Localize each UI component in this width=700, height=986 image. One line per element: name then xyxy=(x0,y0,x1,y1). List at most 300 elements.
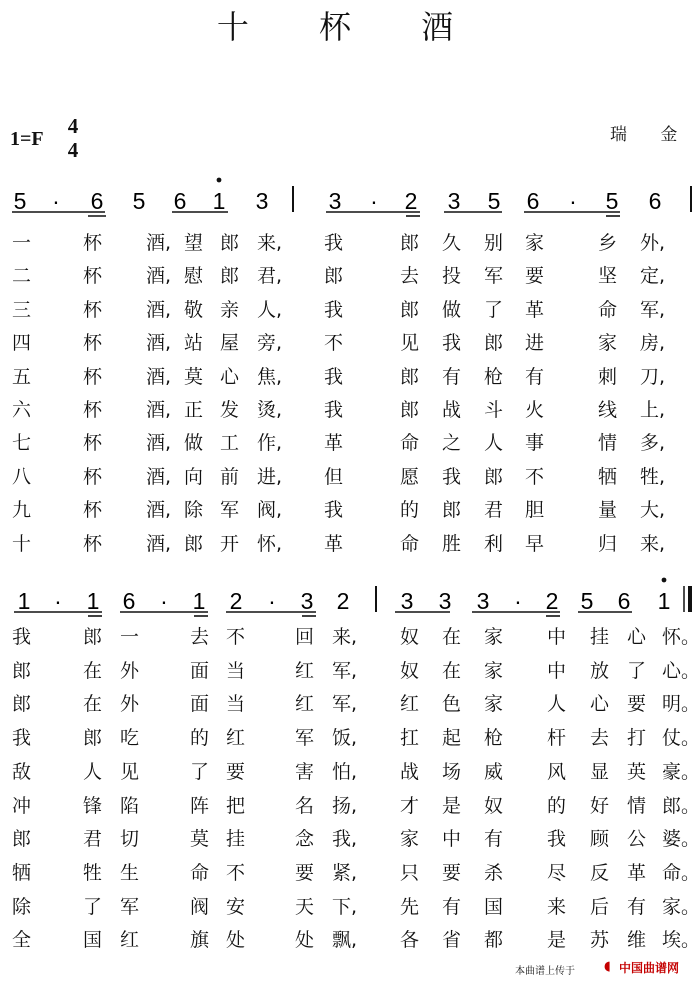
line2-note-5: 1 xyxy=(192,588,206,614)
lyric-char: 我 xyxy=(442,332,462,355)
key-signature: 1=F xyxy=(10,128,44,150)
lyric-char: 工 xyxy=(220,432,240,455)
lyric-char: 枪 xyxy=(484,727,504,750)
lyric-char: 见 xyxy=(120,760,140,783)
lyric-char: 外 xyxy=(120,659,140,682)
lyric-char: 吃 xyxy=(120,727,140,750)
lyric-char: 事 xyxy=(525,432,545,455)
lyric-char: 明。 xyxy=(662,693,700,716)
line2-note-7: · xyxy=(268,588,276,614)
lyric-char: 前 xyxy=(220,465,240,488)
lyric-char: 郎 xyxy=(442,499,462,522)
lyric-char: 但 xyxy=(324,465,344,488)
lyric-char: 旁, xyxy=(257,332,283,355)
lyric-char: 君 xyxy=(484,499,504,522)
lyric-char: 处 xyxy=(226,929,246,952)
time-signature-bottom: 4 xyxy=(67,138,79,162)
lyric-char: 杆 xyxy=(547,727,567,750)
lyric-char: 战 xyxy=(400,760,420,783)
lyric-char: 家 xyxy=(400,828,420,851)
lyric-char: 胜 xyxy=(442,532,462,555)
lyric-char: 家 xyxy=(484,659,504,682)
lyric-char: 扛 xyxy=(400,727,420,750)
lyric-char: 天 xyxy=(295,895,315,918)
lyric-char: 扬, xyxy=(332,794,358,817)
lyric-char: 有 xyxy=(627,895,647,918)
line2-note-10: 3 xyxy=(400,588,414,614)
lyric-char: 战 xyxy=(442,399,462,421)
lyric-char: 是 xyxy=(547,929,567,952)
lyric-char: 中 xyxy=(547,626,567,648)
lyric-char: 去 xyxy=(190,626,210,648)
lyric-char: 郎 xyxy=(12,659,32,682)
lyric-char: 定, xyxy=(640,265,666,288)
lyrics2-verse-3 xyxy=(0,692,700,725)
line2-note-4: · xyxy=(160,588,168,614)
lyric-char: 一 xyxy=(12,232,32,254)
lyrics1-verse-1 xyxy=(0,231,700,264)
lyric-char: 十 xyxy=(12,532,32,555)
lyric-char: 心 xyxy=(220,365,240,388)
lyric-char: 我 xyxy=(12,626,32,648)
lyric-char: 在 xyxy=(83,693,103,716)
lyric-char: 军, xyxy=(332,659,358,682)
lyric-char: 刀, xyxy=(640,365,666,388)
lyric-char: 在 xyxy=(442,626,462,648)
logo-icon: ◖ xyxy=(604,959,611,974)
lyric-char: 挂 xyxy=(590,626,610,648)
lyric-char: 面 xyxy=(190,659,210,682)
lyric-char: 郎 xyxy=(400,365,420,388)
lyric-char: 了 xyxy=(484,298,504,321)
line1-note-10: 3 xyxy=(447,188,461,214)
lyric-char: 后 xyxy=(590,895,610,918)
lyric-char: 我 xyxy=(324,399,344,421)
lyric-char: 把 xyxy=(226,794,246,817)
lyric-char: 处 xyxy=(295,929,315,952)
lyric-char: 杯 xyxy=(83,365,103,388)
lyric-char: 英 xyxy=(627,760,647,783)
lyric-char: 杯 xyxy=(83,499,103,522)
lyric-char: 酒, xyxy=(146,465,172,488)
lyric-char: 中 xyxy=(547,659,567,682)
lyric-char: 了 xyxy=(83,895,103,918)
lyric-char: 郎。 xyxy=(662,794,700,817)
lyric-char: 苏 xyxy=(590,929,610,952)
lyric-char: 郎 xyxy=(12,828,32,851)
lyrics1-verse-9 xyxy=(0,498,700,531)
line2-note-17: 1 xyxy=(657,588,671,614)
lyric-char: 场 xyxy=(442,760,462,783)
lyric-char: 怕, xyxy=(332,760,358,783)
lyric-char: 我 xyxy=(442,465,462,488)
lyric-char: 先 xyxy=(400,895,420,918)
lyric-char: 仗。 xyxy=(662,727,700,750)
lyric-char: 军 xyxy=(220,499,240,522)
lyric-char: 三 xyxy=(12,298,32,321)
lyric-char: 中 xyxy=(442,828,462,851)
line1-note-7: 3 xyxy=(328,188,342,214)
lyric-char: 酒, xyxy=(146,265,172,288)
lyric-char: 红 xyxy=(226,727,246,750)
lyric-char: 旗 xyxy=(190,929,210,952)
line1-note-0: 5 xyxy=(13,188,27,214)
lyric-char: 杯 xyxy=(83,265,103,288)
line2-note-0: 1 xyxy=(17,588,31,614)
lyric-char: 久 xyxy=(442,232,462,254)
lyric-char: 投 xyxy=(442,265,462,288)
lyric-char: 飘, xyxy=(332,929,358,952)
lyric-char: 刺 xyxy=(598,365,618,388)
lyrics2-verse-10 xyxy=(0,928,700,961)
lyric-char: 婆。 xyxy=(662,828,700,851)
lyric-char: 二 xyxy=(12,265,32,288)
lyric-char: 家 xyxy=(484,626,504,648)
lyric-char: 命。 xyxy=(662,861,700,884)
lyric-char: 来, xyxy=(332,626,358,648)
lyric-char: 莫 xyxy=(190,828,210,851)
lyric-char: 牺 xyxy=(598,465,618,488)
lyric-char: 杯 xyxy=(83,432,103,455)
lyric-char: 军 xyxy=(295,727,315,750)
octave-dot xyxy=(217,178,222,183)
lyric-char: 君, xyxy=(257,265,283,288)
lyric-char: 杯 xyxy=(83,232,103,254)
lyric-char: 下, xyxy=(332,895,358,918)
lyric-char: 好 xyxy=(590,794,610,817)
lyric-char: 外 xyxy=(120,693,140,716)
lyric-char: 五 xyxy=(12,365,32,388)
lyric-char: 上, xyxy=(640,399,666,421)
lyric-char: 要 xyxy=(442,861,462,884)
line2-note-2: 1 xyxy=(86,588,100,614)
staff-line-1 xyxy=(14,188,662,214)
page-title: 十 杯 酒 xyxy=(216,8,484,46)
lyric-char: 八 xyxy=(12,465,32,488)
lyrics1-verse-10 xyxy=(0,532,700,565)
line1-markings xyxy=(12,186,691,216)
lyric-char: 革 xyxy=(324,432,344,455)
lyric-char: 杯 xyxy=(83,399,103,421)
lyric-char: 不 xyxy=(324,332,344,355)
footer-note: 本曲谱上传于 xyxy=(515,966,575,977)
lyric-char: 维 xyxy=(627,929,647,952)
lyric-char: 人 xyxy=(484,432,504,455)
lyric-char: 心。 xyxy=(662,659,700,682)
lyric-char: 要 xyxy=(295,861,315,884)
lyric-char: 的 xyxy=(190,727,210,750)
lyric-char: 军, xyxy=(640,298,666,321)
lyric-char: 公 xyxy=(627,828,647,851)
line1-note-4: 6 xyxy=(173,188,187,214)
lyric-char: 酒, xyxy=(146,499,172,522)
line2-note-16: 6 xyxy=(617,588,631,614)
lyric-char: 做 xyxy=(442,298,462,321)
lyric-char: 冲 xyxy=(12,794,32,817)
lyric-char: 不 xyxy=(226,861,246,884)
lyric-char: 六 xyxy=(12,399,32,421)
lyric-char: 革 xyxy=(627,861,647,884)
lyric-char: 郎 xyxy=(484,465,504,488)
time-signature-top: 4 xyxy=(67,114,79,138)
lyric-char: 在 xyxy=(442,659,462,682)
lyric-char: 我 xyxy=(12,727,32,750)
line1-note-12: 6 xyxy=(526,188,540,214)
lyric-char: 郎 xyxy=(83,626,103,648)
lyrics1-verse-3 xyxy=(0,298,700,331)
lyric-char: 怀。 xyxy=(662,626,700,648)
lyrics1-verse-8 xyxy=(0,465,700,498)
lyric-char: 人 xyxy=(547,693,567,716)
lyric-char: 国 xyxy=(484,895,504,918)
lyric-char: 亲 xyxy=(220,298,240,321)
lyric-char: 色 xyxy=(442,693,462,716)
lyric-char: 慰 xyxy=(184,265,204,288)
lyrics1-verse-5 xyxy=(0,365,700,398)
lyric-char: 红 xyxy=(400,693,420,716)
lyric-char: 我 xyxy=(324,499,344,522)
lyric-char: 人, xyxy=(257,298,283,321)
lyrics2-verse-6 xyxy=(0,794,700,827)
lyric-char: 向 xyxy=(184,465,204,488)
lyric-char: 命 xyxy=(400,432,420,455)
lyric-char: 怀, xyxy=(257,532,283,555)
lyric-char: 有 xyxy=(442,895,462,918)
lyric-char: 去 xyxy=(590,727,610,750)
lyrics2-verse-8 xyxy=(0,861,700,894)
lyric-char: 我 xyxy=(324,232,344,254)
lyric-char: 有 xyxy=(525,365,545,388)
lyric-char: 尽 xyxy=(547,861,567,884)
lyric-char: 打 xyxy=(627,727,647,750)
lyric-char: 面 xyxy=(190,693,210,716)
line1-note-9: 2 xyxy=(404,188,418,214)
lyric-char: 线 xyxy=(598,399,618,421)
lyric-char: 九 xyxy=(12,499,32,522)
lyric-char: 反 xyxy=(590,861,610,884)
lyric-char: 红 xyxy=(295,693,315,716)
lyric-char: 进 xyxy=(525,332,545,355)
lyric-char: 是 xyxy=(442,794,462,817)
lyric-char: 阀 xyxy=(190,895,210,918)
lyric-char: 郎 xyxy=(184,532,204,555)
lyrics2-verse-9 xyxy=(0,895,700,928)
lyric-char: 枪 xyxy=(484,365,504,388)
line1-note-8: · xyxy=(370,188,378,214)
lyric-char: 军 xyxy=(484,265,504,288)
lyric-char: 除 xyxy=(184,499,204,522)
lyric-char: 四 xyxy=(12,332,32,355)
lyric-char: 做 xyxy=(184,432,204,455)
lyric-char: 酒, xyxy=(146,298,172,321)
lyric-char: 杯 xyxy=(83,298,103,321)
lyric-char: 郎 xyxy=(12,693,32,716)
lyric-char: 顾 xyxy=(590,828,610,851)
lyric-char: 牲 xyxy=(83,861,103,884)
lyric-char: 奴 xyxy=(400,626,420,648)
line2-note-14: 2 xyxy=(545,588,559,614)
lyric-char: 害 xyxy=(295,760,315,783)
line2-note-11: 3 xyxy=(438,588,452,614)
lyric-char: 的 xyxy=(400,499,420,522)
lyric-char: 全 xyxy=(12,929,32,952)
lyrics1-verse-4 xyxy=(0,331,700,364)
lyric-char: 各 xyxy=(400,929,420,952)
lyric-char: 饭, xyxy=(332,727,358,750)
lyrics2-verse-5 xyxy=(0,760,700,793)
lyric-char: 才 xyxy=(400,794,420,817)
lyric-char: 风 xyxy=(547,760,567,783)
lyric-char: 见 xyxy=(400,332,420,355)
lyric-char: 心 xyxy=(590,693,610,716)
lyrics1-verse-6 xyxy=(0,398,700,431)
lyric-char: 郎 xyxy=(400,232,420,254)
lyric-char: 红 xyxy=(295,659,315,682)
lyric-char: 我 xyxy=(324,365,344,388)
lyric-char: 一 xyxy=(120,626,140,648)
lyric-char: 军 xyxy=(120,895,140,918)
site-logo[interactable] xyxy=(604,958,700,976)
lyric-char: 我, xyxy=(332,828,358,851)
lyric-char: 名 xyxy=(295,794,315,817)
lyric-char: 情 xyxy=(627,794,647,817)
lyric-char: 杯 xyxy=(83,532,103,555)
lyric-char: 紧, xyxy=(332,861,358,884)
line1-note-1: · xyxy=(52,188,60,214)
lyric-char: 革 xyxy=(324,532,344,555)
lyric-char: 七 xyxy=(12,432,32,455)
lyric-char: 利 xyxy=(484,532,504,555)
lyric-char: 来, xyxy=(257,232,283,254)
lyric-char: 国 xyxy=(83,929,103,952)
lyric-char: 家 xyxy=(484,693,504,716)
line2-note-9: 2 xyxy=(336,588,350,614)
lyrics2-verse-7 xyxy=(0,827,700,860)
lyric-char: 望 xyxy=(184,232,204,254)
lyric-char: 郎 xyxy=(400,399,420,421)
lyrics2-verse-4 xyxy=(0,726,700,759)
lyric-char: 坚 xyxy=(598,265,618,288)
lyric-char: 有 xyxy=(442,365,462,388)
lyric-char: 当 xyxy=(226,693,246,716)
line2-note-12: 3 xyxy=(476,588,490,614)
lyric-char: 安 xyxy=(226,895,246,918)
lyric-char: 要 xyxy=(627,693,647,716)
lyric-char: 多, xyxy=(640,432,666,455)
lyric-char: 郎 xyxy=(83,727,103,750)
lyric-char: 归 xyxy=(598,532,618,555)
line1-note-11: 5 xyxy=(487,188,501,214)
line1-note-15: 6 xyxy=(648,188,662,214)
lyric-char: 挂 xyxy=(226,828,246,851)
lyrics2-verse-1 xyxy=(0,625,700,658)
lyric-char: 来, xyxy=(640,532,666,555)
lyric-char: 情 xyxy=(598,432,618,455)
lyric-char: 切 xyxy=(120,828,140,851)
octave-dot xyxy=(662,578,667,583)
lyric-char: 焦, xyxy=(257,365,283,388)
lyric-char: 命 xyxy=(400,532,420,555)
lyric-char: 念 xyxy=(295,828,315,851)
lyric-char: 埃。 xyxy=(662,929,700,952)
lyric-char: 斗 xyxy=(484,399,504,421)
lyric-char: 别 xyxy=(484,232,504,254)
line2-note-8: 3 xyxy=(300,588,314,614)
lyric-char: 只 xyxy=(400,861,420,884)
lyric-char: 正 xyxy=(184,399,204,421)
lyric-char: 敌 xyxy=(12,760,32,783)
lyric-char: 命 xyxy=(190,861,210,884)
lyric-char: 了 xyxy=(627,659,647,682)
logo-text: 中国曲谱网 xyxy=(619,961,680,975)
lyric-char: 酒, xyxy=(146,432,172,455)
lyric-char: 胆 xyxy=(525,499,545,522)
lyric-char: 火 xyxy=(525,399,545,421)
lyric-char: 奴 xyxy=(400,659,420,682)
lyric-char: 阀, xyxy=(257,499,283,522)
lyric-char: 杀 xyxy=(484,861,504,884)
lyric-char: 奴 xyxy=(484,794,504,817)
lyric-char: 去 xyxy=(400,265,420,288)
lyric-char: 有 xyxy=(484,828,504,851)
lyric-char: 君 xyxy=(83,828,103,851)
lyric-char: 愿 xyxy=(400,465,420,488)
lyric-char: 豪。 xyxy=(662,760,700,783)
lyric-char: 敬 xyxy=(184,298,204,321)
lyric-char: 除 xyxy=(12,895,32,918)
lyric-char: 烫, xyxy=(257,399,283,421)
lyric-char: 锋 xyxy=(83,794,103,817)
lyric-char: 要 xyxy=(525,265,545,288)
lyric-char: 军, xyxy=(332,693,358,716)
lyric-char: 命 xyxy=(598,298,618,321)
lyric-char: 酒, xyxy=(146,232,172,254)
line1-note-13: · xyxy=(569,188,577,214)
lyric-char: 革 xyxy=(525,298,545,321)
lyric-char: 屋 xyxy=(220,332,240,355)
lyric-char: 不 xyxy=(525,465,545,488)
staff-line-2 xyxy=(18,588,671,614)
lyric-char: 杯 xyxy=(83,465,103,488)
lyrics2-verse-2 xyxy=(0,659,700,692)
line2-note-1: · xyxy=(54,588,62,614)
lyric-char: 发 xyxy=(220,399,240,421)
lyrics1-verse-2 xyxy=(0,264,700,297)
lyric-char: 酒, xyxy=(146,332,172,355)
lyric-char: 酒, xyxy=(146,532,172,555)
lyric-char: 郎 xyxy=(324,265,344,288)
lyric-char: 不 xyxy=(226,626,246,648)
lyric-char: 回 xyxy=(295,626,315,648)
lyric-char: 乡 xyxy=(598,232,618,254)
line1-note-5: 1 xyxy=(212,188,226,214)
lyric-char: 量 xyxy=(598,499,618,522)
line1-note-14: 5 xyxy=(605,188,619,214)
lyric-char: 杯 xyxy=(83,332,103,355)
lyric-char: 郎 xyxy=(220,265,240,288)
lyrics1-verse-7 xyxy=(0,431,700,464)
line2-note-6: 2 xyxy=(229,588,243,614)
lyric-char: 酒, xyxy=(146,365,172,388)
lyric-char: 起 xyxy=(442,727,462,750)
lyric-char: 生 xyxy=(120,861,140,884)
lyric-char: 当 xyxy=(226,659,246,682)
lyric-char: 人 xyxy=(83,760,103,783)
lyric-char: 牺 xyxy=(12,861,32,884)
lyric-char: 郎 xyxy=(220,232,240,254)
lyric-char: 显 xyxy=(590,760,610,783)
lyric-char: 放 xyxy=(590,659,610,682)
